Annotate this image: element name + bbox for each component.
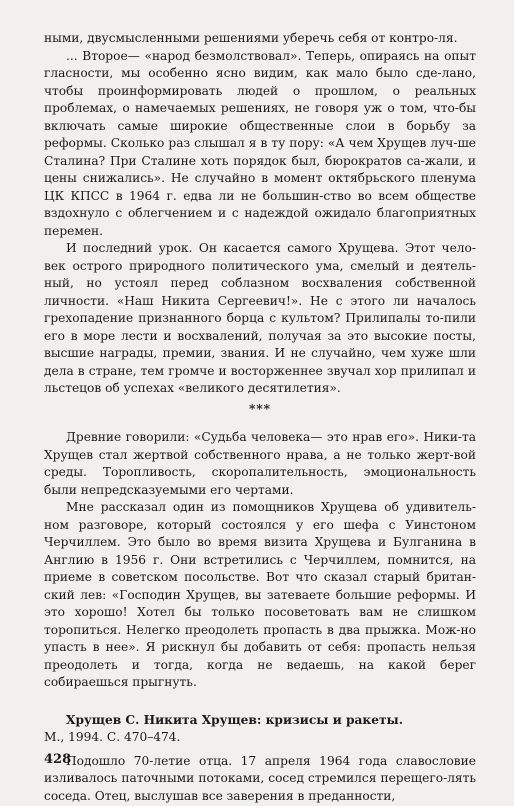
source-details: М., 1994. С. 470–474. (44, 730, 181, 744)
paragraph-2: ... Второе— «народ безмолствовал». Теперь, опираясь на опыт гласности, мы особенно ясно видим, как мало было сде-лано, чтобы проинформировать людей о прошлом, о реальных проблемах, о намечаемых решениях, не говоря уж о том, что-бы включать самые широкие общественные слои в борьбу за реформы. Сколько раз слышал я в ту пору: «А чем Хрущев луч-ше Сталина? При Сталине хоть порядок был, бюрократов са-жали, и цены снижались». Не случайно в момент октябрьского пленума ЦК КПСС в 1964 г. едва ли не большин-ство во всем обществе вздохнуло с облегчением и с надеждой ожидало благоприятных перемен. (44, 48, 476, 238)
paragraph-4: Древние говорили: «Судьба человека— это нрав его». Ники-та Хрущев стал жертвой собственного нрава, а не только жерт-вой среды. Торопливость, скоропалительность, эмоциональность были непредсказуемыми его чертами. (44, 430, 476, 497)
page-number: 428 (44, 752, 72, 767)
source-title: Хрущев С. Никита Хрущев: кризисы и ракеты. (66, 712, 403, 727)
section-separator: *** (248, 401, 272, 416)
paragraph-3: И последний урок. Он касается самого Хрущева. Этот чело-век острого природного политического ума, смелый и деятель-ный, но устоял перед соблазном восхваления собственной личности. «Наш Никита Сергеевич!». Не с этого ли началось грехопадение признанного борца с культом? Прилипалы то-пили его в море лести и восхвалений, получая за это высокие посты, высшие награды, премии, звания. И не случайно, чем хуже шли дела в стране, тем громче и восторженнее звучал хор прилипал и льстецов об успехах «великого десятилетия». (44, 241, 476, 395)
page-text (44, 30, 476, 805)
paragraph-1: ными, двусмысленными решениями уберечь себя от контро-ля. (44, 31, 458, 45)
paragraph-5: Мне рассказал один из помощников Хрущева об удивитель-ном разговоре, который состоялся у его шефа с Уинстоном Черчиллем. Это было во время визита Хрущева и Булганина в Англию в 1956 г. Они встретились с Черчиллем, помнится, на приеме в советском посольстве. Вот что сказал старый британ-ский лев: «Господин Хрущев, вы затеваете большие реформы. И это хорошо! Хотел бы только посоветовать вам не слишком торопиться. Нелегко преодолеть пропасть в два прыжка. Мож-но упасть в нее». Я рискнул бы добавить от себя: пропасть нельзя преодолеть и тогда, когда не ведаешь, на какой берег собираешься прыгнуть. (44, 500, 476, 689)
source-citation (44, 712, 476, 747)
paragraph-6: Подошло 70-летие отца. 17 апреля 1964 года славословие изливалось паточными потоками, сосед стремился перещего-лять соседа. Отец, выслушав все заверения в преданности, (44, 753, 476, 803)
